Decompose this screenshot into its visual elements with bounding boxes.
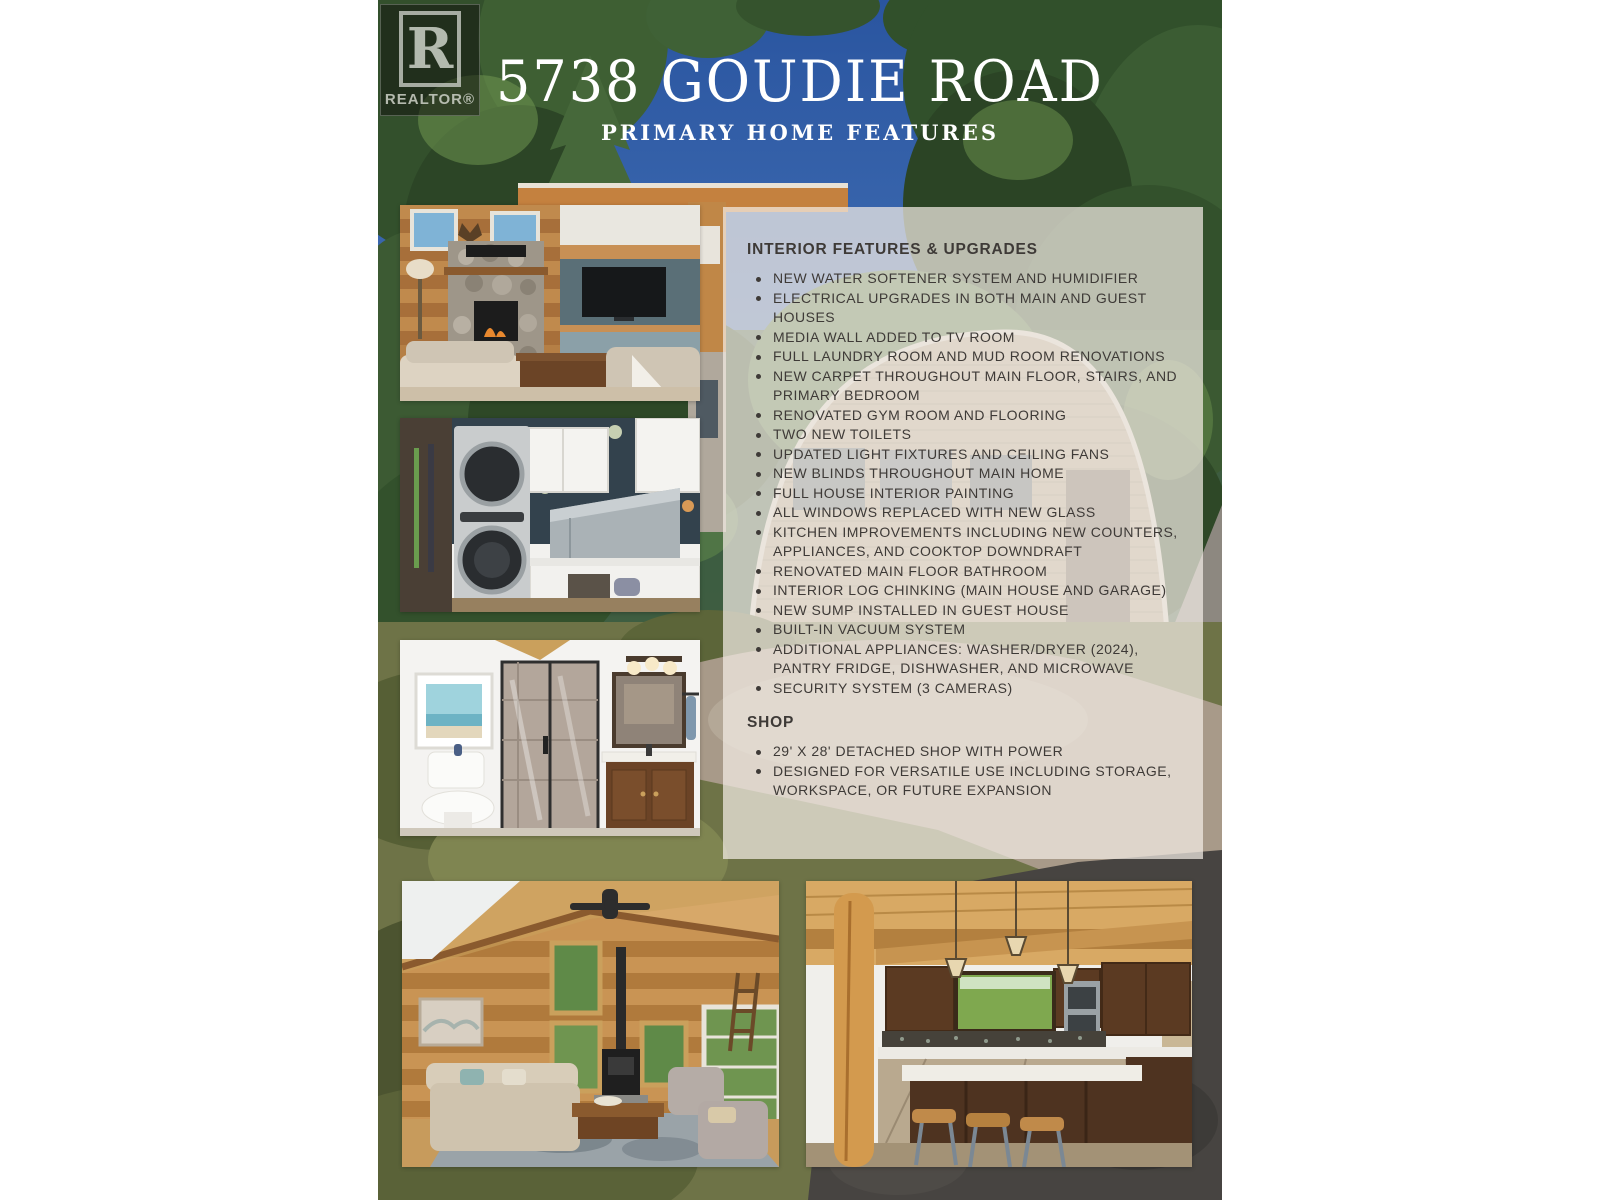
realtor-logo-label: REALTOR® (384, 91, 476, 108)
shop-list (747, 742, 1179, 801)
realtor-r-letter: R (406, 16, 454, 82)
tv-room-media-wall-photo (400, 205, 700, 401)
page-title: 5738 GOUDIE ROAD (496, 48, 1104, 115)
features-panel (723, 207, 1203, 859)
feature-item: FULL LAUNDRY ROOM AND MUD ROOM RENOVATIONS (747, 347, 1179, 367)
feature-item: NEW BLINDS THROUGHOUT MAIN HOME (747, 464, 1179, 484)
main-floor-bathroom-photo (400, 640, 700, 836)
shop-heading: SHOP (747, 714, 795, 731)
tv-room-illustration (400, 205, 700, 401)
feature-item: KITCHEN IMPROVEMENTS INCLUDING NEW COUNTERS, APPLIANCES, AND COOKTOP DOWNDRAFT (747, 523, 1179, 562)
bathroom-illustration (400, 640, 700, 836)
feature-item: TWO NEW TOILETS (747, 425, 1179, 445)
kitchen-illustration (806, 881, 1192, 1167)
feature-item: ADDITIONAL APPLIANCES: WASHER/DRYER (2024), PANTRY FRIDGE, DISHWASHER, AND MICROWAVE (747, 640, 1179, 679)
listing-flyer (378, 0, 1222, 1200)
feature-item: UPDATED LIGHT FIXTURES AND CEILING FANS (747, 445, 1179, 465)
feature-item: INTERIOR LOG CHINKING (MAIN HOUSE AND GARAGE) (747, 581, 1179, 601)
kitchen-island-photo (806, 881, 1192, 1167)
feature-item: FULL HOUSE INTERIOR PAINTING (747, 484, 1179, 504)
feature-item: BUILT-IN VACUUM SYSTEM (747, 620, 1179, 640)
feature-item: ELECTRICAL UPGRADES IN BOTH MAIN AND GUEST HOUSES (747, 289, 1179, 328)
feature-item: NEW WATER SOFTENER SYSTEM AND HUMIDIFIER (747, 269, 1179, 289)
laundry-mud-room-photo (400, 418, 700, 612)
feature-item: NEW CARPET THROUGHOUT MAIN FLOOR, STAIRS, AND PRIMARY BEDROOM (747, 367, 1179, 406)
features-heading: INTERIOR FEATURES & UPGRADES (747, 241, 1038, 258)
feature-item: NEW SUMP INSTALLED IN GUEST HOUSE (747, 601, 1179, 621)
feature-item: MEDIA WALL ADDED TO TV ROOM (747, 328, 1179, 348)
feature-item: ALL WINDOWS REPLACED WITH NEW GLASS (747, 503, 1179, 523)
shop-item: 29' X 28' DETACHED SHOP WITH POWER (747, 742, 1179, 762)
log-living-room-photo (402, 881, 779, 1167)
features-list (747, 269, 1179, 698)
living-room-illustration (402, 881, 779, 1167)
page-subtitle: PRIMARY HOME FEATURES (600, 120, 1000, 145)
feature-item: SECURITY SYSTEM (3 CAMERAS) (747, 679, 1179, 699)
feature-item: RENOVATED MAIN FLOOR BATHROOM (747, 562, 1179, 582)
laundry-room-illustration (400, 418, 700, 612)
shop-item: DESIGNED FOR VERSATILE USE INCLUDING STORAGE, WORKSPACE, OR FUTURE EXPANSION (747, 762, 1179, 801)
feature-item: RENOVATED GYM ROOM AND FLOORING (747, 406, 1179, 426)
